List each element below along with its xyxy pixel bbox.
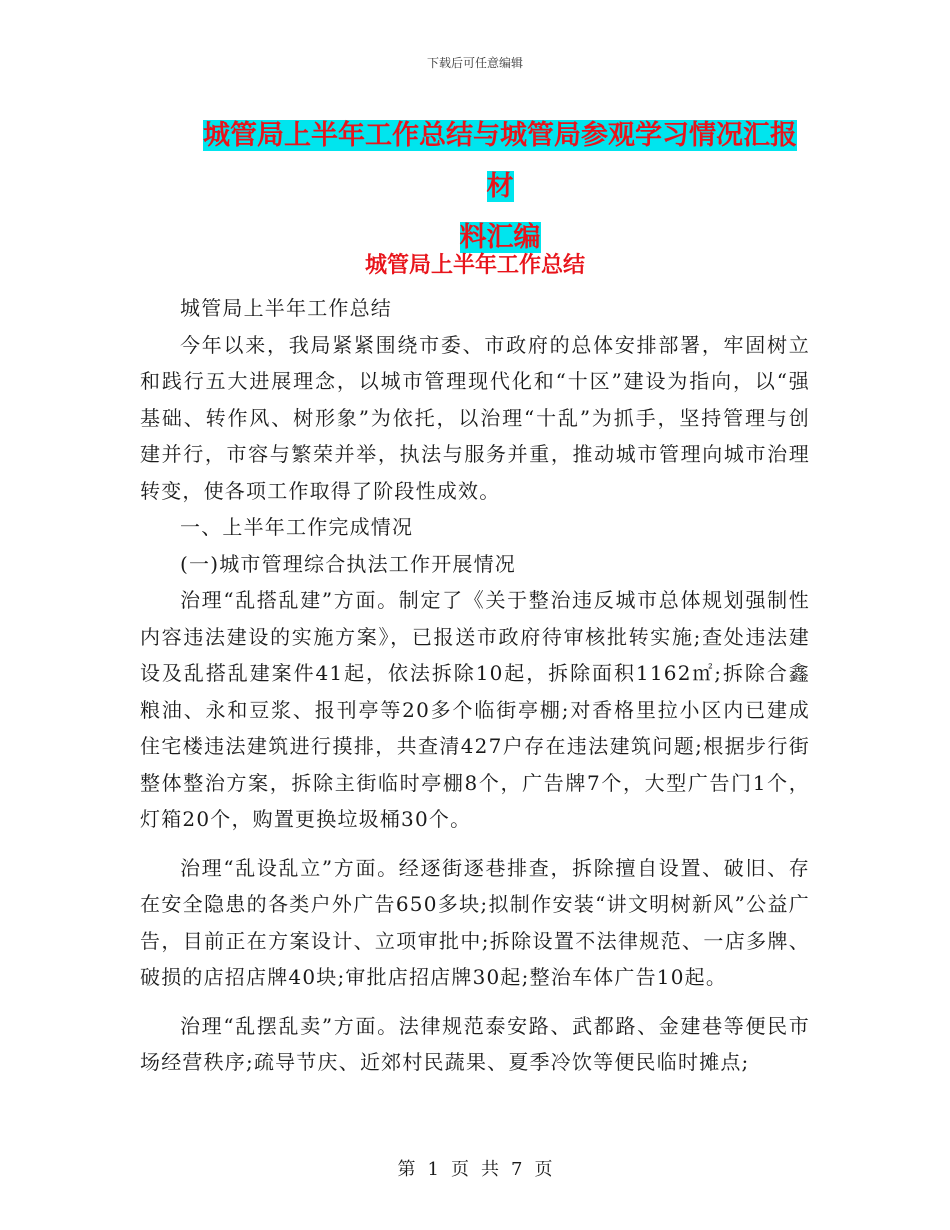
footer-page-label: 第 — [397, 1159, 416, 1180]
paragraph: 今年以来，我局紧紧围绕市委、市政府的总体安排部署，牢固树立和践行五大进展理念，以城市管理现代化和“十区”建设为指向，以“强基础、转作风、树形象”为依托，以治理“十乱”为抓手，坚持管理与创建并行，市容与繁荣并举，执法与服务并重，推动城市管理向城市治理转变，使各项工作取得了阶段性成效。 — [140, 332, 810, 503]
document-title-line-1: 城管局上半年工作总结与城管局参观学习情况汇报材 — [203, 120, 797, 202]
page-footer — [0, 1155, 950, 1181]
footer-page-number: 1 — [427, 1159, 439, 1180]
paragraph: 治理“乱摆乱卖”方面。法律规范泰安路、武都路、金建巷等便民市场经营秩序;疏导节庆、近郊村民蔬果、夏季冷饮等便民临时摊点; — [140, 1013, 810, 1074]
page-header-note: 下载后可任意编辑 — [426, 56, 523, 70]
footer-page-unit: 页 — [451, 1159, 469, 1180]
footer-total-number: 7 — [511, 1159, 523, 1180]
section-title: 城管局上半年工作总结 — [364, 252, 585, 278]
document-title-line-2: 料汇编 — [459, 222, 541, 253]
footer-total-unit: 页 — [534, 1159, 553, 1180]
paragraph: 城管局上半年工作总结 — [180, 296, 392, 320]
body-text — [140, 290, 810, 1081]
paragraph-heading: (一)城市管理综合执法工作开展情况 — [180, 551, 517, 576]
paragraph: 治理“乱搭乱建”方面。制定了《关于整治违反城市总体规划强制性内容违法建设的实施方案》，已报送市政府待审核批转实施;查处违法建设及乱搭乱建案件41起，依法拆除10起，拆除面积1162㎡;拆除合鑫粮油、永和豆浆、报刊亭等20多个临街亭棚;对香格里拉小区内已建成住宅楼违法建筑进行摸排，共查清427户存在违法建筑问题;根据步行街整体整治方案，拆除主街临时亭棚8个，广告牌7个，大型广告门1个，灯箱20个，购置更换垃圾桶30个。 — [140, 588, 810, 831]
paragraph: 治理“乱设乱立”方面。经逐街逐巷排查，拆除擅自设置、破旧、存在安全隐患的各类户外广告650多块;拟制作安装“讲文明树新风”公益广告，目前正在方案设计、立项审批中;拆除设置不法律规范、一店多牌、破损的店招店牌40块;审批店招店牌30起;整治车体广告10起。 — [140, 855, 810, 989]
paragraph-heading: 一、上半年工作完成情况 — [180, 515, 414, 539]
footer-total-label: 共 — [481, 1159, 499, 1180]
document-title — [190, 110, 810, 263]
